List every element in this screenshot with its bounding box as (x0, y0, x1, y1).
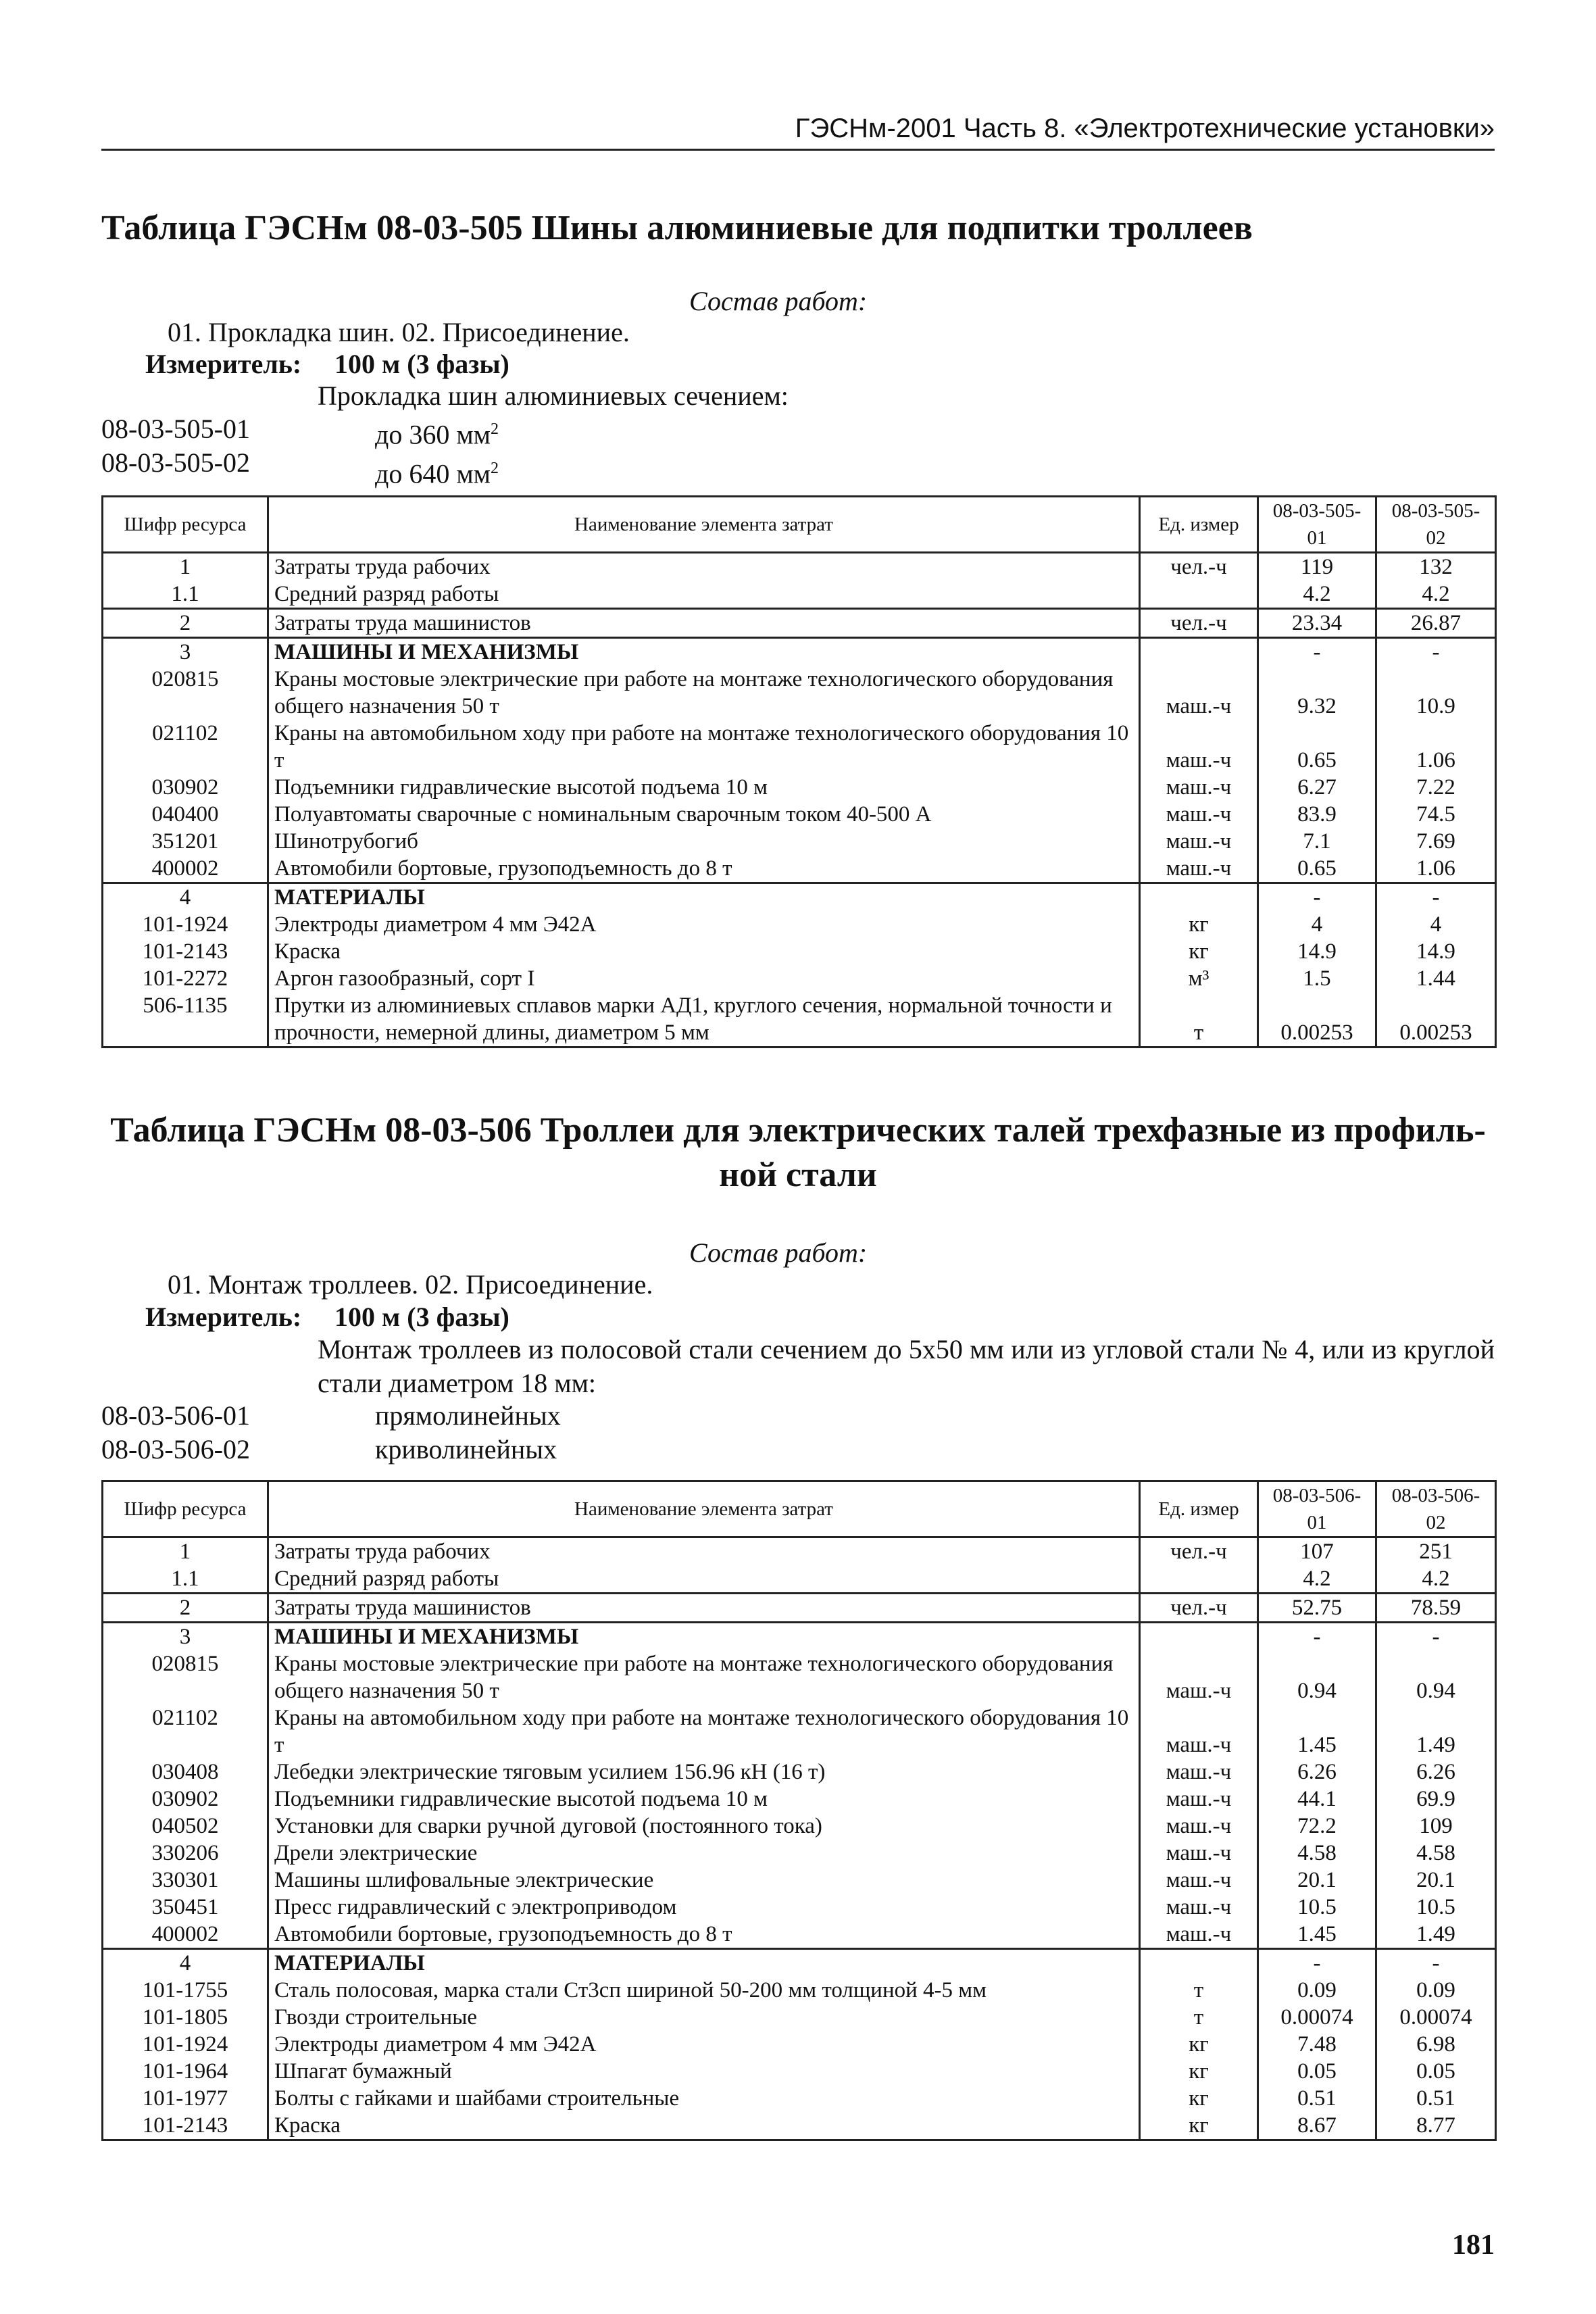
cell-name: Болты с гайками и шайбами строительные (268, 2085, 1140, 2112)
cell-name: Дрели электрические (268, 1840, 1140, 1867)
table2-desc-item: криволинейных (375, 1434, 557, 1464)
cell-value-2: - (1376, 638, 1496, 666)
table2-composition-label: Состав работ: (689, 1237, 868, 1268)
table2-intro: Монтаж троллеев из полосовой стали сечением до 5х50 мм или из угловой стали № 4, или из круглой стали диаметром 18 мм: (318, 1334, 1495, 1398)
table2-desc-item: прямолинейных (375, 1400, 561, 1431)
cell-value-1: 4.58 (1258, 1840, 1376, 1867)
cell-code: 1 (103, 1537, 268, 1566)
table1-code-item: 08-03-505-01 (101, 414, 250, 444)
cell-value-2: 1.44 (1376, 965, 1496, 992)
table2-title-line1: Таблица ГЭСНм 08-03-506 Троллеи для электрических талей трехфазные из профиль- (110, 1111, 1486, 1150)
table1-grid (101, 495, 1497, 1048)
cell-unit: кг (1140, 2058, 1258, 2085)
cell-code: 040502 (103, 1813, 268, 1840)
table1-desc-item: до 640 мм (375, 458, 491, 489)
cell-code: 101-1977 (103, 2085, 268, 2112)
cell-unit: маш.-ч (1140, 1650, 1258, 1704)
cell-unit: маш.-ч (1140, 1813, 1258, 1840)
cell-value-1: 0.05 (1258, 2058, 1376, 2085)
table2-grid (101, 1480, 1497, 2141)
cell-unit: маш.-ч (1140, 720, 1258, 774)
cell-value-1: 0.65 (1258, 720, 1376, 774)
cell-code: 040400 (103, 801, 268, 828)
cell-value-2: 4 (1376, 911, 1496, 938)
cell-value-2: 1.49 (1376, 1921, 1496, 1949)
cell-value-2: 0.09 (1376, 1977, 1496, 2004)
table-row (103, 1921, 1496, 1949)
cell-unit: маш.-ч (1140, 828, 1258, 855)
cell-value-1: 4.2 (1258, 1565, 1376, 1594)
cell-code: 020815 (103, 1650, 268, 1704)
cell-value-2: 7.69 (1376, 828, 1496, 855)
cell-value-1: 1.5 (1258, 965, 1376, 992)
cell-unit (1140, 1565, 1258, 1594)
cell-value-2: - (1376, 1949, 1496, 1977)
cell-value-1: 9.32 (1258, 666, 1376, 720)
cell-code: 030902 (103, 774, 268, 801)
cell-code: 330301 (103, 1867, 268, 1894)
cell-unit: т (1140, 992, 1258, 1048)
running-header: ГЭСНм-2001 Часть 8. «Электротехнические установки» (101, 108, 1495, 151)
cell-unit: кг (1140, 911, 1258, 938)
cell-value-1: 0.09 (1258, 1977, 1376, 2004)
table2-title-line2: ной стали (719, 1156, 877, 1194)
table1-code-list (101, 412, 250, 480)
table-row (103, 1594, 1496, 1623)
cell-code: 1 (103, 553, 268, 581)
table-row (103, 2112, 1496, 2140)
cell-name: Краны на автомобильном ходу при работе на монтаже технологического оборудования 10 т (268, 1704, 1140, 1758)
cell-unit: кг (1140, 2085, 1258, 2112)
cell-code: 101-1964 (103, 2058, 268, 2085)
cell-unit: маш.-ч (1140, 1921, 1258, 1949)
table-row (103, 666, 1496, 720)
cell-value-1: 0.65 (1258, 855, 1376, 883)
table-row (103, 2058, 1496, 2085)
cell-name: Автомобили бортовые, грузоподъемность до 8 т (268, 1921, 1140, 1949)
cell-name: Установки для сварки ручной дуговой (постоянного тока) (268, 1813, 1140, 1840)
table-row (103, 2085, 1496, 2112)
cell-unit: кг (1140, 2031, 1258, 2058)
cell-value-1: 1.45 (1258, 1921, 1376, 1949)
table-row (103, 720, 1496, 774)
cell-unit: маш.-ч (1140, 1786, 1258, 1813)
table-row (103, 1894, 1496, 1921)
table-row (103, 883, 1496, 912)
cell-value-1: 52.75 (1258, 1594, 1376, 1623)
cell-value-2: 251 (1376, 1537, 1496, 1566)
cell-value-2: 0.94 (1376, 1650, 1496, 1704)
cell-code: 030408 (103, 1758, 268, 1786)
cell-name: МАТЕРИАЛЫ (268, 883, 1140, 912)
cell-name: Подъемники гидравлические высотой подъема 10 м (268, 774, 1140, 801)
cell-value-2: 1.06 (1376, 855, 1496, 883)
cell-unit (1140, 883, 1258, 912)
col-header-v1: 08-03-505-01 (1258, 497, 1376, 553)
cell-code: 101-1924 (103, 2031, 268, 2058)
cell-unit: маш.-ч (1140, 1867, 1258, 1894)
superscript: 2 (490, 460, 499, 478)
col-header-v1: 08-03-506-01 (1258, 1481, 1376, 1537)
col-header-unit: Ед. измер (1140, 497, 1258, 553)
cell-unit: маш.-ч (1140, 855, 1258, 883)
cell-value-2: - (1376, 883, 1496, 912)
cell-value-2: 69.9 (1376, 1786, 1496, 1813)
col-header-unit: Ед. измер (1140, 1481, 1258, 1537)
table2-header-row (103, 1481, 1496, 1537)
cell-unit: т (1140, 1977, 1258, 2004)
cell-value-1: 119 (1258, 553, 1376, 581)
cell-name: Прутки из алюминиевых сплавов марки АД1, круглого сечения, нормальной точности и прочности, немерной длины, диаметром 5 мм (268, 992, 1140, 1048)
cell-unit: маш.-ч (1140, 1894, 1258, 1921)
cell-value-2: 1.06 (1376, 720, 1496, 774)
cell-unit: маш.-ч (1140, 774, 1258, 801)
cell-name: Полуавтоматы сварочные с номинальным сварочным током 40-500 А (268, 801, 1140, 828)
cell-value-1: 7.1 (1258, 828, 1376, 855)
superscript: 2 (490, 420, 499, 438)
cell-name: Средний разряд работы (268, 581, 1140, 609)
cell-value-2: 7.22 (1376, 774, 1496, 801)
cell-value-1: 0.94 (1258, 1650, 1376, 1704)
cell-value-1: 7.48 (1258, 2031, 1376, 2058)
table-row (103, 1623, 1496, 1651)
table2-meter-label: Измеритель: (145, 1302, 302, 1332)
cell-code: 351201 (103, 828, 268, 855)
cell-name: МАШИНЫ И МЕХАНИЗМЫ (268, 638, 1140, 666)
cell-value-2: 109 (1376, 1813, 1496, 1840)
cell-value-1: 8.67 (1258, 2112, 1376, 2140)
cell-name: Шинотрубогиб (268, 828, 1140, 855)
table1-code-item: 08-03-505-02 (101, 447, 250, 478)
cell-name: Средний разряд работы (268, 1565, 1140, 1594)
table1-meter-label: Измеритель: (145, 349, 302, 379)
cell-unit: маш.-ч (1140, 1758, 1258, 1786)
cell-value-1: 6.26 (1258, 1758, 1376, 1786)
table2-code-item: 08-03-506-01 (101, 1400, 250, 1431)
table1-header-row (103, 497, 1496, 553)
cell-name: Аргон газообразный, сорт I (268, 965, 1140, 992)
col-header-v2: 08-03-506-02 (1376, 1481, 1496, 1537)
cell-name: Краны мостовые электрические при работе на монтаже технологического оборудования общего назначения 50 т (268, 666, 1140, 720)
cell-value-1: 44.1 (1258, 1786, 1376, 1813)
cell-value-1: 23.34 (1258, 609, 1376, 638)
table-row (103, 911, 1496, 938)
cell-value-2: 132 (1376, 553, 1496, 581)
cell-unit: маш.-ч (1140, 1704, 1258, 1758)
cell-name: Электроды диаметром 4 мм Э42А (268, 2031, 1140, 2058)
cell-value-2: 78.59 (1376, 1594, 1496, 1623)
cell-unit: т (1140, 2004, 1258, 2031)
cell-unit: чел.-ч (1140, 1594, 1258, 1623)
cell-value-2: 6.98 (1376, 2031, 1496, 2058)
cell-value-1: 14.9 (1258, 938, 1376, 965)
cell-name: МАШИНЫ И МЕХАНИЗМЫ (268, 1623, 1140, 1651)
table-row (103, 2004, 1496, 2031)
cell-code: 350451 (103, 1894, 268, 1921)
cell-value-1: - (1258, 638, 1376, 666)
table-row (103, 801, 1496, 828)
cell-code: 400002 (103, 855, 268, 883)
table-row (103, 965, 1496, 992)
cell-name: Электроды диаметром 4 мм Э42А (268, 911, 1140, 938)
table-row (103, 1650, 1496, 1704)
table-row (103, 774, 1496, 801)
cell-code: 1.1 (103, 581, 268, 609)
cell-name: Затраты труда машинистов (268, 609, 1140, 638)
cell-unit: маш.-ч (1140, 801, 1258, 828)
col-header-code: Шифр ресурса (103, 1481, 268, 1537)
cell-unit (1140, 638, 1258, 666)
cell-name: Краны мостовые электрические при работе на монтаже технологического оборудования общего назначения 50 т (268, 1650, 1140, 1704)
cell-value-1: 0.00074 (1258, 2004, 1376, 2031)
cell-code: 4 (103, 883, 268, 912)
cell-unit: кг (1140, 938, 1258, 965)
cell-unit: маш.-ч (1140, 1840, 1258, 1867)
col-header-name: Наименование элемента затрат (268, 1481, 1140, 1537)
cell-value-2: 10.5 (1376, 1894, 1496, 1921)
page-number: 181 (1452, 2230, 1495, 2261)
table-row (103, 1537, 1496, 1566)
cell-value-2: - (1376, 1623, 1496, 1651)
cell-code: 020815 (103, 666, 268, 720)
cell-name: Краска (268, 938, 1140, 965)
cell-unit (1140, 581, 1258, 609)
table-row (103, 1813, 1496, 1840)
cell-value-1: 1.45 (1258, 1704, 1376, 1758)
cell-value-2: 20.1 (1376, 1867, 1496, 1894)
table2-composition: 01. Монтаж троллеев. 02. Присоединение. (168, 1269, 653, 1300)
table-row (103, 1977, 1496, 2004)
cell-value-1: 4.2 (1258, 581, 1376, 609)
table2-title (101, 1108, 1495, 1198)
cell-unit (1140, 1949, 1258, 1977)
table-row (103, 1949, 1496, 1977)
cell-value-1: 83.9 (1258, 801, 1376, 828)
table-row (103, 938, 1496, 965)
cell-code: 101-1755 (103, 1977, 268, 2004)
cell-name: Краны на автомобильном ходу при работе на монтаже технологического оборудования 10 т (268, 720, 1140, 774)
table1-composition: 01. Прокладка шин. 02. Присоединение. (168, 317, 630, 347)
col-header-v2: 08-03-505-02 (1376, 497, 1496, 553)
cell-value-2: 14.9 (1376, 938, 1496, 965)
cell-code: 4 (103, 1949, 268, 1977)
cell-value-1: - (1258, 1949, 1376, 1977)
cell-code: 030902 (103, 1786, 268, 1813)
cell-code: 101-2272 (103, 965, 268, 992)
cell-code: 101-2143 (103, 2112, 268, 2140)
cell-unit: чел.-ч (1140, 609, 1258, 638)
cell-value-2: 4.2 (1376, 581, 1496, 609)
cell-value-1: 0.00253 (1258, 992, 1376, 1048)
cell-value-2: 1.49 (1376, 1704, 1496, 1758)
cell-name: Сталь полосовая, марка стали Ст3сп шириной 50-200 мм толщиной 4-5 мм (268, 1977, 1140, 2004)
table1-title: Таблица ГЭСНм 08-03-505 Шины алюминиевые для подпитки троллеев (101, 209, 1253, 247)
cell-name: Краска (268, 2112, 1140, 2140)
cell-value-2: 4.2 (1376, 1565, 1496, 1594)
table-row (103, 609, 1496, 638)
cell-value-1: 6.27 (1258, 774, 1376, 801)
cell-value-1: 0.51 (1258, 2085, 1376, 2112)
cell-value-1: - (1258, 1623, 1376, 1651)
cell-code: 330206 (103, 1840, 268, 1867)
cell-name: Затраты труда рабочих (268, 1537, 1140, 1566)
cell-value-2: 10.9 (1376, 666, 1496, 720)
cell-name: МАТЕРИАЛЫ (268, 1949, 1140, 1977)
col-header-code: Шифр ресурса (103, 497, 268, 553)
cell-value-1: - (1258, 883, 1376, 912)
table1-desc-item: до 360 мм (375, 419, 491, 450)
cell-code: 101-2143 (103, 938, 268, 965)
table-row (103, 828, 1496, 855)
cell-unit: чел.-ч (1140, 553, 1258, 581)
cell-value-2: 0.00074 (1376, 2004, 1496, 2031)
cell-value-2: 0.51 (1376, 2085, 1496, 2112)
cell-name: Подъемники гидравлические высотой подъема 10 м (268, 1786, 1140, 1813)
cell-unit: маш.-ч (1140, 666, 1258, 720)
cell-value-2: 74.5 (1376, 801, 1496, 828)
table-row (103, 1786, 1496, 1813)
table-row (103, 1704, 1496, 1758)
cell-name: Затраты труда рабочих (268, 553, 1140, 581)
cell-value-1: 72.2 (1258, 1813, 1376, 1840)
table2-desc-list (375, 1399, 561, 1467)
cell-unit: кг (1140, 2112, 1258, 2140)
table-row (103, 1867, 1496, 1894)
table-row (103, 553, 1496, 581)
cell-value-2: 26.87 (1376, 609, 1496, 638)
table-row (103, 992, 1496, 1048)
table-row (103, 1840, 1496, 1867)
cell-value-2: 4.58 (1376, 1840, 1496, 1867)
cell-name: Автомобили бортовые, грузоподъемность до 8 т (268, 855, 1140, 883)
cell-value-2: 0.00253 (1376, 992, 1496, 1048)
cell-name: Машины шлифовальные электрические (268, 1867, 1140, 1894)
cell-name: Затраты труда машинистов (268, 1594, 1140, 1623)
cell-code: 2 (103, 1594, 268, 1623)
table-row (103, 1758, 1496, 1786)
table-row (103, 2031, 1496, 2058)
cell-value-1: 107 (1258, 1537, 1376, 1566)
cell-code: 101-1924 (103, 911, 268, 938)
cell-unit: чел.-ч (1140, 1537, 1258, 1566)
table2-meter-value: 100 м (3 фазы) (334, 1302, 509, 1332)
table2-code-list (101, 1399, 250, 1467)
cell-code: 3 (103, 638, 268, 666)
col-header-name: Наименование элемента затрат (268, 497, 1140, 553)
table-row (103, 638, 1496, 666)
table-row (103, 855, 1496, 883)
table-row (103, 1565, 1496, 1594)
table1-composition-label: Состав работ: (689, 286, 868, 316)
cell-name: Лебедки электрические тяговым усилием 156.96 кН (16 т) (268, 1758, 1140, 1786)
table1-desc-list (375, 412, 499, 491)
cell-name: Пресс гидравлический с электроприводом (268, 1894, 1140, 1921)
cell-value-1: 10.5 (1258, 1894, 1376, 1921)
cell-code: 101-1805 (103, 2004, 268, 2031)
cell-name: Гвозди строительные (268, 2004, 1140, 2031)
cell-value-2: 8.77 (1376, 2112, 1496, 2140)
cell-code: 1.1 (103, 1565, 268, 1594)
table1-meter-value: 100 м (3 фазы) (334, 349, 509, 379)
cell-code: 021102 (103, 1704, 268, 1758)
table-row (103, 581, 1496, 609)
cell-value-1: 4 (1258, 911, 1376, 938)
cell-unit: м³ (1140, 965, 1258, 992)
cell-code: 2 (103, 609, 268, 638)
cell-code: 021102 (103, 720, 268, 774)
cell-code: 506-1135 (103, 992, 268, 1048)
cell-unit (1140, 1623, 1258, 1651)
cell-name: Шпагат бумажный (268, 2058, 1140, 2085)
cell-value-1: 20.1 (1258, 1867, 1376, 1894)
cell-code: 400002 (103, 1921, 268, 1949)
cell-value-2: 6.26 (1376, 1758, 1496, 1786)
table1-intro: Прокладка шин алюминиевых сечением: (318, 380, 789, 411)
cell-value-2: 0.05 (1376, 2058, 1496, 2085)
cell-code: 3 (103, 1623, 268, 1651)
table2-code-item: 08-03-506-02 (101, 1434, 250, 1464)
